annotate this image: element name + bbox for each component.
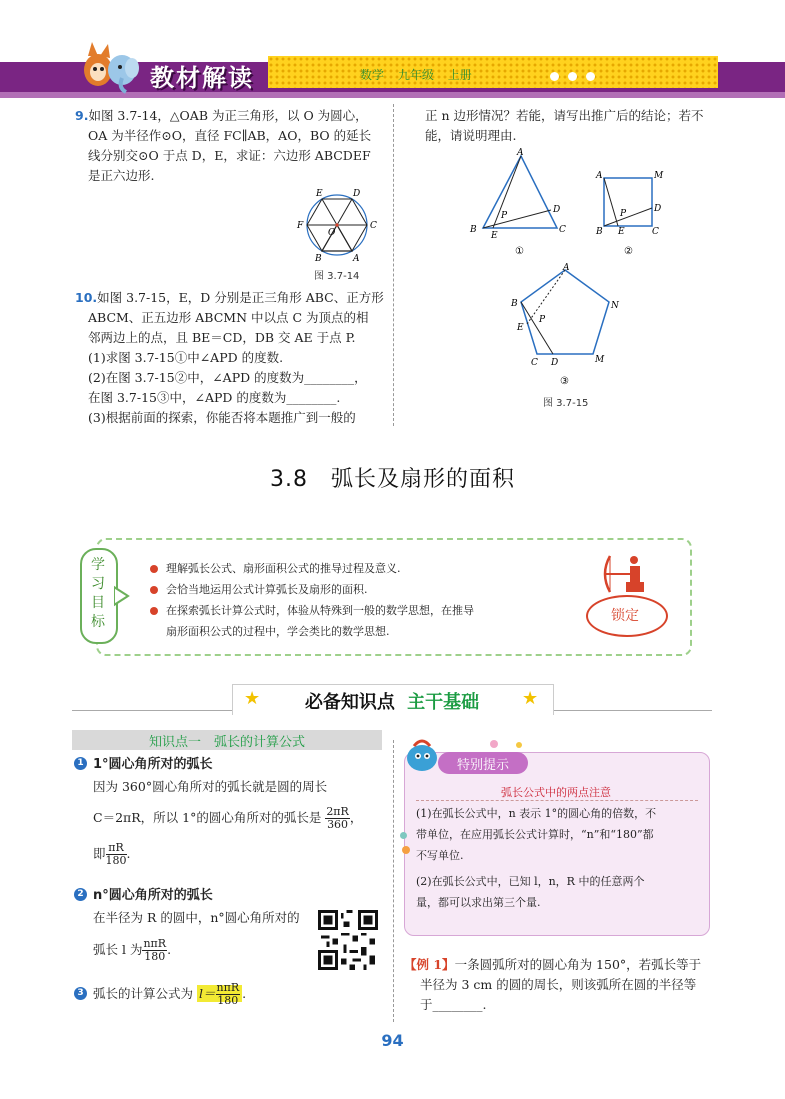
decor-dot [402,846,410,854]
lock-label: 锁定 [611,608,639,624]
decor-dot [400,832,407,839]
fig-label: N [611,301,619,311]
item-text: 弧长 l 为 [93,942,143,957]
tip-line: 不写单位. [416,849,464,862]
fraction-denominator: 180 [105,854,127,867]
header-dot [568,72,577,81]
fig-label: A [517,148,524,158]
item-text-with-fraction: C＝2πR，所以 1°的圆心角所对的弧长是 $\frac{2\pi R}{360}$ ， [93,805,363,831]
fraction [106,842,127,867]
question-number: 10. [75,290,98,305]
question-number: 9. [75,108,89,123]
item-text: 因为 360°圆心角所对的弧长就是圆的周长 [93,779,328,794]
fig-label: D [654,204,662,214]
q10-line: 在图 3.7-15③中，∠APD 的度数为________. [88,390,341,405]
fraction-numerator: nπR [216,981,240,994]
fig-label: E [491,231,498,241]
q10-line: (2)在图 3.7-15②中，∠APD 的度数为________， [88,370,367,385]
example-line: 半径为 3 cm 的圆的周长，则该弧所在圆的半径等 [420,977,697,992]
header-tag-volume: 上册 [447,68,472,82]
header-dot [586,72,595,81]
example-1 [404,955,719,1015]
item-number-badge: 2 [74,888,87,901]
tip-line: 量，都可以求出第三个量. [416,896,541,909]
question-10-continued [425,106,725,146]
fraction-denominator: 180 [144,950,166,963]
q10-line: ABCM、正五边形 ABCMN 中以点 C 为顶点的相 [88,310,369,325]
fig-mark: ① [515,246,524,257]
banner-title-part: 主干基础 [407,692,480,713]
item-number-badge: 1 [74,757,87,770]
q9-line: 如图 3.7-14，△OAB 为正三角形，以 O 为圆心， [88,108,368,123]
fig-label: B [511,299,518,309]
question-9 [75,106,390,186]
fig-label: M [654,171,664,181]
fig-label: O [328,228,336,238]
star-icon: ★ [244,688,261,709]
tip-line: (2)在弧长公式中，已知 l，n，R 中的任意两个 [416,875,645,888]
q10-line: 正 n 边形情况？若能，请写出推广后的结论；若不 [425,108,704,123]
fraction [142,938,167,963]
figure-3-7-15-square [592,168,672,258]
fig-label: E [618,227,625,237]
fraction-numerator: nπR [143,937,167,950]
fig-mark: ③ [560,376,569,387]
q9-line: 是正六边形. [88,168,155,183]
fig-label: B [596,227,603,237]
fig-label: C [531,358,538,368]
special-tip-subtitle: 弧长公式中的两点注意 [501,786,611,799]
fig-label: D [553,205,561,215]
tip-line: (1)在弧长公式中，n 表示 1°的圆心角的倍数，不 [416,807,657,820]
fraction [325,806,350,831]
special-tip-label: 特别提示 [456,758,509,773]
fig-label: B [470,225,477,235]
fig-label: A [563,263,570,273]
fig-label: C [559,225,566,235]
goal-tab-char: 标 [91,614,105,630]
item-text: 弧长的计算公式为 [93,986,194,1001]
goal-tab-char: 目 [91,595,105,611]
fraction [216,982,241,1007]
fraction-numerator: πR [106,842,127,855]
header-tag-grade: 九年级 [397,68,434,82]
example-line: 一条圆弧所对的圆心角为 150°，若弧长等于 [454,957,702,972]
figure-3-7-15-triangle [465,148,575,258]
goal-item: 在探索弧长计算公式时，体验从特殊到一般的数学思想，在推导 [166,604,474,617]
figure-3-7-14 [292,183,382,268]
example-label: 【例 1】 [404,957,455,972]
fig-label: A [596,171,603,181]
decor-dot [516,742,522,748]
item-text: . [126,846,131,861]
header-title: 教材解读 [150,64,254,92]
goal-tab-char: 习 [91,576,105,592]
goal-bullet [150,607,158,615]
goal-bullet [150,586,158,594]
arrow-icon [114,585,134,607]
goal-bullet [150,565,158,573]
star-icon: ★ [522,688,539,709]
tip-line: 带单位，在应用弧长公式计算时，“n”和“180”都 [416,828,654,841]
qr-code-icon[interactable] [318,910,378,970]
decor-dot [490,740,498,748]
fig-mark: ② [624,246,633,257]
special-tip-separator [416,800,698,801]
item-heading: n°圆心角所对的弧长 [93,888,213,903]
section-title: 3.8 弧长及扇形的面积 [270,467,515,492]
highlighted-formula [197,981,242,1007]
goal-item: 扇形面积公式的过程中，学会类比的数学思想. [166,625,390,638]
mascot-logo-icon [80,40,140,95]
item-heading: 1°圆心角所对的弧长 [93,757,213,772]
item-number-badge: 3 [74,987,87,1000]
fig-label: M [595,355,605,365]
formula-lhs: l＝ [199,986,216,1001]
banner-title-part: 必备知识点 [304,692,395,713]
banner-rule [72,710,232,711]
figure-caption: 图 3.7-14 [314,271,360,282]
q10-line: (1)求图 3.7-15①中∠APD 的度数. [88,350,284,365]
page-number: 94 [381,1031,404,1050]
fig-label: P [539,315,546,325]
column-divider [393,104,394,426]
fraction-denominator: 360 [327,818,349,831]
fig-label: B [315,254,322,264]
fig-label: A [353,254,360,264]
item-text-with-fraction [93,842,131,867]
fig-label: D [551,358,559,368]
question-10 [75,288,390,428]
goal-item: 会恰当地运用公式计算弧长及扇形的面积. [166,583,368,596]
goal-item: 理解弧长公式、扇形面积公式的推导过程及意义. [166,562,401,575]
fig-label: F [297,221,304,231]
learning-goals-label [88,556,108,632]
q10-line: 如图 3.7-15，E，D 分别是正三角形 ABC、正方形 [97,290,384,305]
item-text: C＝2πR，所以 1°的圆心角所对的弧长是 [93,810,322,825]
item-text-with-formula: 弧长的计算公式为 l＝ $\frac{\text{nπR}}{180}$ . [93,981,247,1007]
q10-line: (3)根据前面的探索，你能否将本题推广到一般的 [88,410,356,425]
mascot-dolphin-icon [404,736,440,774]
goal-tab-char: 学 [91,557,105,573]
q10-line: 邻两边上的点，且 BE＝CD，DB 交 AE 于点 P. [88,330,356,345]
knowledge-banner-title [232,688,552,714]
fig-label: E [517,323,524,333]
header-tags [360,66,472,83]
archer-target-icon [600,550,650,598]
banner-rule [552,710,712,711]
item-text-with-fraction [93,938,171,963]
header-yellow-panel [268,56,718,88]
fig-label: C [370,221,377,231]
item-text: 在半径为 R 的圆中，n°圆心角所对的 [93,910,300,925]
knowledge-point-title: 知识点一 弧长的计算公式 [148,735,305,750]
figure-3-7-15-pentagon [505,262,625,390]
fig-label: P [620,209,627,219]
q9-line: OA 为半径作⊙O，直径 FC∥AB，AO，BO 的延长 [88,128,372,143]
fraction-denominator: 180 [217,994,239,1007]
column-divider [393,740,394,1022]
figure-caption: 图 3.7-15 [543,398,589,409]
fig-label: D [353,189,361,199]
example-line: 于________. [420,997,487,1012]
fig-label: C [652,227,659,237]
q10-line: 能，请说明理由. [425,128,517,143]
fig-label: E [316,189,323,199]
fraction-numerator: 2πR [326,805,349,818]
header-dot [550,72,559,81]
header-tag-subject: 数学 [360,68,385,82]
item-text: . [167,942,172,957]
fig-label: P [501,211,508,221]
q9-line: 线分别交⊙O 于点 D，E，求证：六边形 ABCDEF [88,148,371,163]
item-text: 即 [93,846,106,861]
